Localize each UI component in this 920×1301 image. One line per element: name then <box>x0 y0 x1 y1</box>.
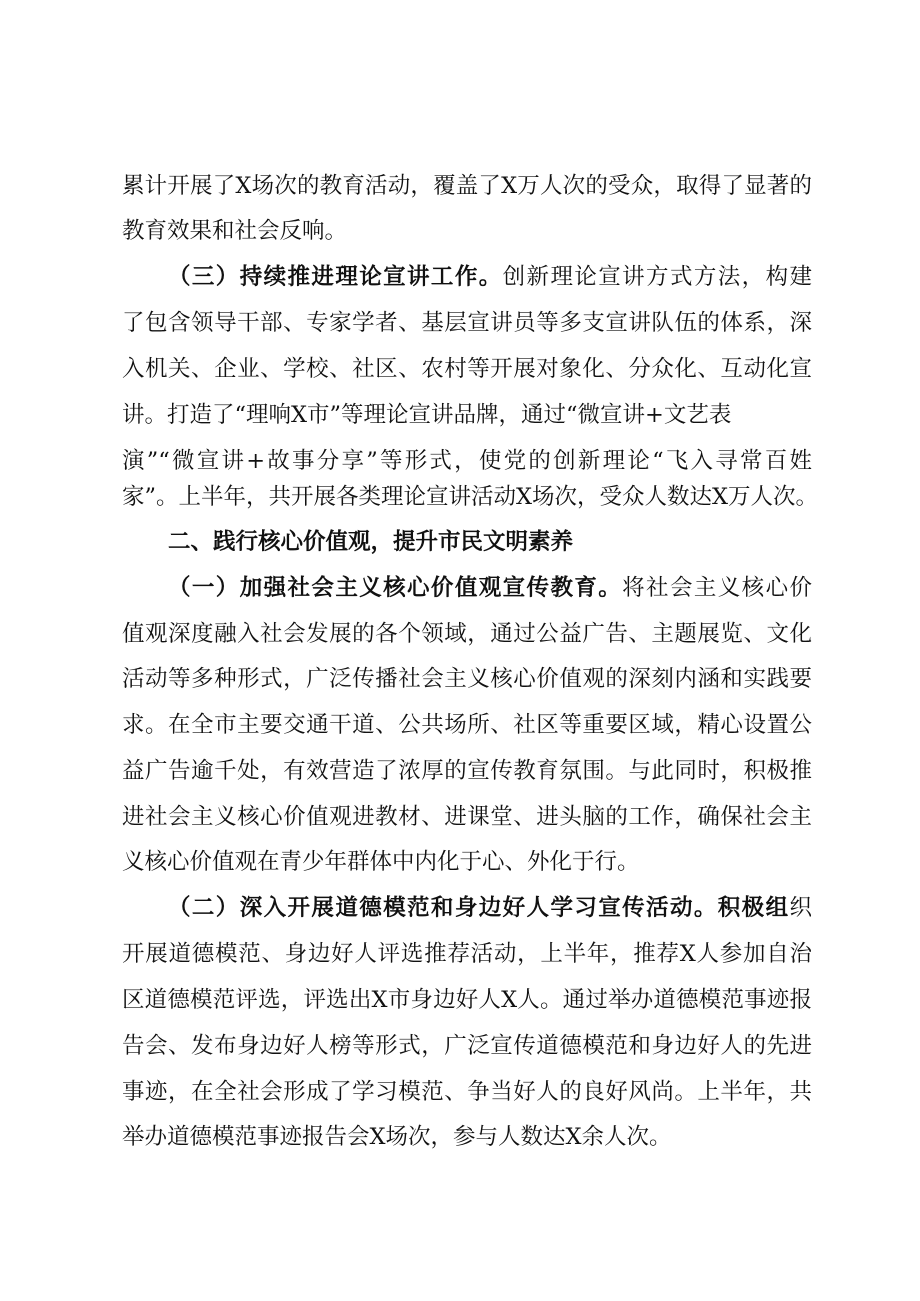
body-text-line: 开展道德模范、身边好人评选推荐活动，上半年，推荐X人参加自治 <box>122 941 812 967</box>
subsection-paragraph-start <box>168 889 812 927</box>
subsection-paragraph-start <box>168 569 812 607</box>
subsection-title: （一）加强社会主义核心价值观宣传教育。 <box>168 575 623 601</box>
subsection-paragraph-start <box>168 258 812 296</box>
subsection-title: （三）持续推进理论宣讲工作。 <box>168 264 503 290</box>
body-text-line: 进社会主义核心价值观进教材、进课堂、进头脑的工作，确保社会主 <box>122 804 812 830</box>
subsection-title: （二）深入开展道德模范和身边好人学习宣传活动。积极组 <box>168 895 790 921</box>
body-text-line: 入机关、企业、学校、社区、农村等开展对象化、分众化、互动化宣 <box>122 356 812 382</box>
body-text-line: 家”。上半年，共开展各类理论宣讲活动X场次，受众人数达X万人次。 <box>122 484 819 510</box>
body-text: 创新理论宣讲方式方法，构建 <box>502 264 812 290</box>
body-text-line: 值观深度融入社会发展的各个领域，通过公益广告、主题展览、文化 <box>122 621 812 647</box>
body-text-line: 演”“微宣讲+故事分享”等形式，使党的创新理论“飞入寻常百姓 <box>122 448 812 474</box>
body-text-line: 讲。打造了“理响X市”等理论宣讲品牌，通过“微宣讲+文艺表 <box>122 402 732 428</box>
body-text-line: 事迹，在全社会形成了学习模范、争当好人的良好风尚。上半年，共 <box>122 1079 812 1105</box>
body-text-line: 告会、发布身边好人榜等形式，广泛宣传道德模范和身边好人的先进 <box>122 1033 812 1059</box>
body-text-line: 举办道德模范事迹报告会X场次，参与人数达X余人次。 <box>122 1124 672 1150</box>
body-text-line: 活动等多种形式，广泛传播社会主义核心价值观的深刻内涵和实践要 <box>122 666 812 692</box>
body-text-line: 了包含领导干部、专家学者、基层宣讲员等多支宣讲队伍的体系，深 <box>122 310 812 336</box>
body-text-line: 益广告逾千处，有效营造了浓厚的宣传教育氛围。与此同时，积极推 <box>122 758 812 784</box>
section-heading: 二、践行核心价值观，提升市民文明素养 <box>168 529 574 555</box>
body-text-line: 累计开展了X场次的教育活动，覆盖了X万人次的受众，取得了显著的 <box>122 173 812 199</box>
body-text-line: 求。在全市主要交通干道、公共场所、社区等重要区域，精心设置公 <box>122 712 812 738</box>
body-text-line: 区道德模范评选，评选出X市身边好人X人。通过举办道德模范事迹报 <box>122 987 812 1013</box>
body-text-line: 教育效果和社会反响。 <box>122 218 348 244</box>
body-text: 将社会主义核心价 <box>622 575 812 601</box>
body-text: 织 <box>789 895 812 921</box>
body-text-line: 义核心价值观在青少年群体中内化于心、外化于行。 <box>122 849 640 875</box>
